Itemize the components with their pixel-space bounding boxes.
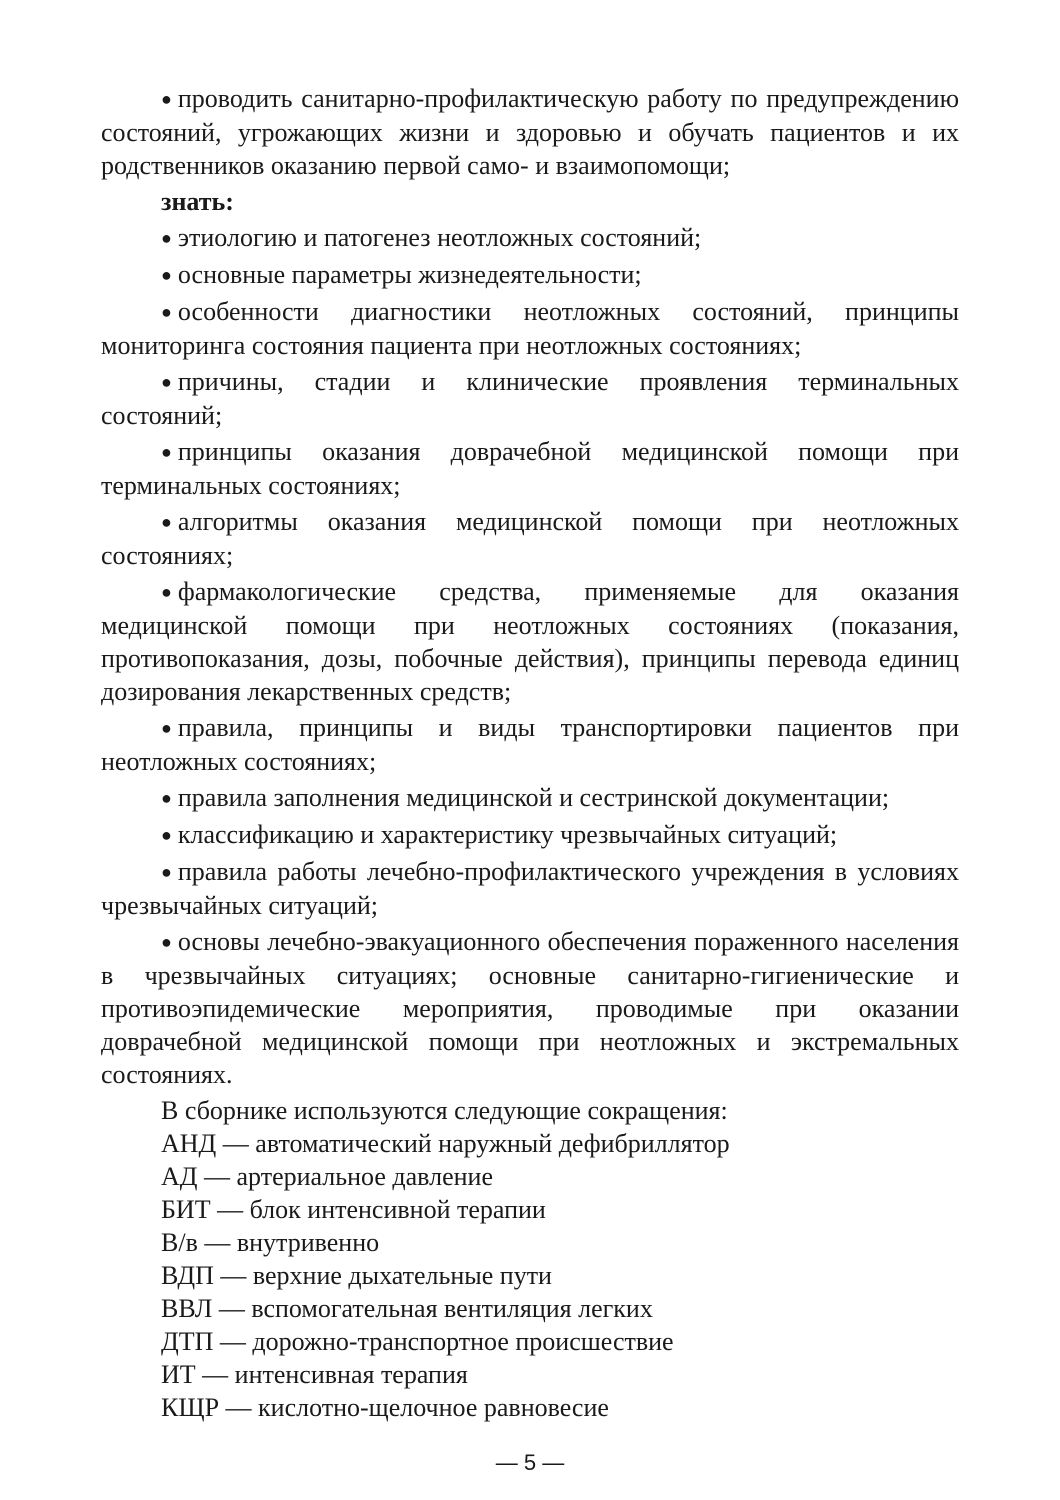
bullet-icon: ● (161, 372, 172, 392)
bullet-icon: ● (161, 228, 172, 248)
abbreviations-list (101, 1127, 959, 1424)
bullet-paragraph (101, 711, 959, 778)
bullet-text: этиологию и патогенез неотложных состояний; (177, 223, 702, 252)
bullet-text: принципы оказания доврачебной медицинской помощи при терминальных состояниях; (101, 437, 959, 500)
abbreviation-item: БИТ — блок интенсивной терапии (161, 1195, 546, 1224)
abbreviations-intro: В сборнике используются следующие сокращения: (161, 1096, 728, 1125)
abbreviation-item: ИТ — интенсивная терапия (161, 1360, 468, 1389)
bullet-icon: ● (161, 788, 172, 808)
bullet-text: основные параметры жизнедеятельности; (177, 260, 642, 289)
bullet-icon: ● (161, 89, 172, 109)
bullet-text: классификацию и характеристику чрезвычайных ситуаций; (177, 820, 838, 849)
bullet-text: фармакологические средства, применяемые для оказания медицинской помощи при неотложных состояниях (показания, противопоказания, дозы, побочные действия), принципы перевода единиц дозирования лекарственных средств; (101, 577, 959, 706)
bullet-paragraph (101, 925, 959, 1091)
know-heading: знать: (161, 187, 234, 216)
bullet-paragraph (101, 818, 959, 852)
bullet-icon: ● (161, 862, 172, 882)
bullet-icon: ● (161, 512, 172, 532)
bullet-text: правила, принципы и виды транспортировки пациентов при неотложных состояниях; (101, 713, 959, 776)
bullet-paragraph (101, 855, 959, 922)
abbreviation-item: В/в — внутривенно (161, 1228, 380, 1257)
abbreviation-item: ДТП — дорожно-транспортное происшествие (161, 1327, 674, 1356)
bullet-text: проводить санитарно-профилактическую работу по предупреждению состояний, угрожающих жизни и здоровью и обучать пациентов и их родственников оказанию первой само- и взаимопомощи; (101, 84, 959, 180)
bullet-text: особенности диагностики неотложных состояний, принципы мониторинга состояния пациента при неотложных состояниях; (101, 297, 959, 360)
bullet-paragraph (101, 505, 959, 572)
bullet-text: основы лечебно-эвакуационного обеспечения пораженного населения в чрезвычайных ситуациях; основные санитарно-гигиенические и противоэпидемические мероприятия, проводимые при оказании доврачебной медицинской помощи при неотложных и экстремальных состояниях. (101, 927, 959, 1089)
bullet-paragraph (101, 221, 959, 255)
bullet-paragraph (101, 365, 959, 432)
bullet-icon: ● (161, 302, 172, 322)
abbreviation-item: АНД — автоматический наружный дефибриллятор (161, 1129, 730, 1158)
bullet-text: алгоритмы оказания медицинской помощи при неотложных состояниях; (101, 507, 959, 570)
bullet-icon: ● (161, 932, 172, 952)
bullet-icon: ● (161, 825, 172, 845)
bullet-icon: ● (161, 265, 172, 285)
abbreviation-item: ВВЛ — вспомогательная вентиляция легких (161, 1294, 653, 1323)
bullet-icon: ● (161, 582, 172, 602)
bullet-paragraph (101, 258, 959, 292)
bullet-text: причины, стадии и клинические проявления терминальных состояний; (101, 367, 959, 430)
abbreviation-item: ВДП — верхние дыхательные пути (161, 1261, 552, 1290)
page-content (101, 82, 959, 1424)
page-number: — 5 — (495, 1450, 565, 1475)
bullet-text: правила заполнения медицинской и сестринской документации; (177, 783, 890, 812)
bullet-paragraph (101, 82, 959, 182)
bullet-paragraph (101, 781, 959, 815)
bullet-paragraph (101, 295, 959, 362)
bullet-text: правила работы лечебно-профилактического учреждения в условиях чрезвычайных ситуаций; (101, 857, 959, 920)
bullet-paragraph (101, 435, 959, 502)
abbreviation-item: АД — артериальное давление (161, 1162, 493, 1191)
bullet-paragraph (101, 575, 959, 708)
bullet-icon: ● (161, 718, 172, 738)
abbreviation-item: КЩР — кислотно-щелочное равновесие (161, 1393, 609, 1422)
bullet-icon: ● (161, 442, 172, 462)
